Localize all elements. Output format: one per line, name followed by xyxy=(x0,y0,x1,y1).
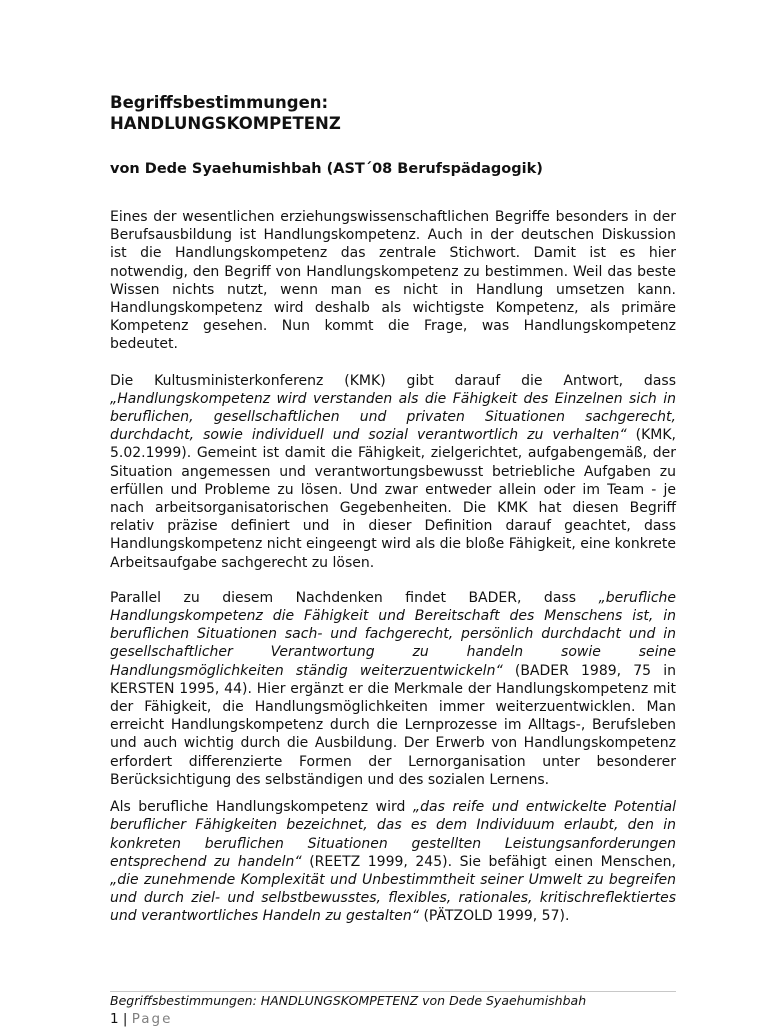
quote-text: „berufliche Handlungskompetenz die Fähigkeit und Bereitschaft des Menschens ist, in beruflichen Situationen sach- und fachgerecht, persönlich durchdacht und in gesellschaftlicher Verantwortung zu handeln sowie seine Handlungsmöglichkeiten ständig weiterzuentwickeln“ xyxy=(110,589,676,679)
title-line-2: HANDLUNGSKOMPETENZ xyxy=(110,114,341,133)
page-separator: | xyxy=(122,1011,128,1027)
quote-text: „das reife und entwickelte Potential beruflicher Fähigkeiten bezeichnet, das es dem Individuum erlaubt, den in konkreten beruflichen Situationen gestellten Leistungsanforderungen entsprechend zu handeln“ xyxy=(110,799,676,870)
document-body xyxy=(110,92,676,926)
author-line: von Dede Syaehumishbah (AST´08 Berufspädagogik) xyxy=(110,161,543,177)
document-title xyxy=(110,92,676,134)
paragraph-text: Die Kultusministerkonferenz (KMK) gibt darauf die Antwort, dass xyxy=(110,372,676,389)
page-footer xyxy=(110,991,676,1028)
title-line-1: Begriffsbestimmungen: xyxy=(110,93,329,112)
paragraph-intro: Eines der wesentlichen erziehungswissenschaftlichen Begriffe besonders in der Berufsausbildung ist Handlungskompetenz. Auch in der deutschen Diskussion ist die Handlungskompetenz das zentrale Stichwort. Damit ist es hier notwendig, den Begriff von Handlungskompetenz zu bestimmen. Weil das beste Wissen nichts nutzt, wenn man es nicht in Handlung umsetzen kann. Handlungskompetenz wird deshalb als wichtigste Kompetenz, als primäre Kompetenz gesehen. Nun kommt die Frage, was Handlungskompetenz bedeutet. xyxy=(110,209,676,353)
page-label: Page xyxy=(131,1011,173,1027)
quote-text: „die zunehmende Komplexität und Unbestimmtheit seiner Umwelt zu begreifen und durch ziel- und selbstbewusstes, flexibles, rationales, kritischreflektiertes und verantwortliches Handeln zu gestalten“ xyxy=(110,871,676,925)
paragraph-text: (BADER 1989, 75 in KERSTEN 1995, 44). Hier ergänzt er die Merkmale der Handlungskompetenz mit der Fähigkeit, die Handlungsmöglichkeiten immer weiterzuentwicklen. Man erreicht Handlungskompetenz durch die Lernprozesse im Alltags-, Berufsleben und auch wichtig durch die Ausbildung. Der Erwerb von Handlungskompetenz erfordert differenzierte Formen der Lernorganisation unter besonderer Berücksichtigung des selbständigen und des sozialen Lernens. xyxy=(110,662,676,788)
footer-title: Begriffsbestimmungen: HANDLUNGSKOMPETENZ von Dede Syaehumishbah xyxy=(110,993,587,1008)
page-indicator xyxy=(110,1010,676,1028)
paragraph-kmk xyxy=(110,372,676,572)
paragraph-reetz xyxy=(110,798,676,925)
quote-text: „Handlungskompetenz wird verstanden als die Fähigkeit des Einzelnen sich in beruflichen, gesellschaftlichen und privaten Situationen sachgerecht, durchdacht, sowie individuell und sozial verantwortlich zu verhalten“ xyxy=(110,390,676,444)
page-number: 1 xyxy=(110,1011,119,1027)
paragraph-text: Als berufliche Handlungskompetenz wird xyxy=(110,799,413,816)
paragraph-text: (REETZ 1999, 245). Sie befähigt einen Menschen, xyxy=(301,853,676,870)
paragraph-bader xyxy=(110,589,676,789)
paragraph-text: (PÄTZOLD 1999, 57). xyxy=(419,908,570,925)
paragraph-text: (KMK, 5.02.1999). Gemeint ist damit die Fähigkeit, zielgerichtet, aufgabengemäß, der Situation angemessen und verantwortungsbewusst betriebliche Aufgaben zu erfüllen und Probleme zu lösen. Und zwar entweder allein oder im Team - je nach arbeitsorganisatorischen Gegebenheiten. Die KMK hat diesen Begriff relativ präzise definiert und in dieser Definition darauf geachtet, dass Handlungskompetenz nicht eingeengt wird als die bloße Fähigkeit, eine konkrete Arbeitsaufgabe sachgerecht zu lösen. xyxy=(110,427,676,571)
paragraph-text: Parallel zu diesem Nachdenken findet BADER, dass xyxy=(110,589,599,606)
